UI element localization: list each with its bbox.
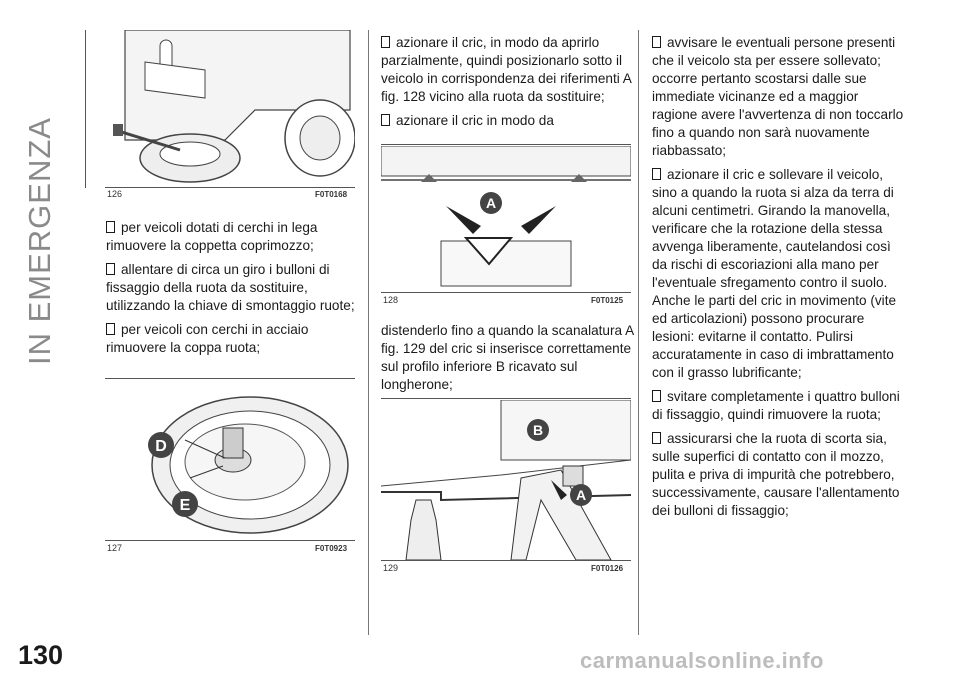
figure-128-label-a: A	[485, 195, 497, 211]
bullet-item: per veicoli dotati di cerchi in lega rimuovere la coppetta coprimozzo;	[106, 220, 318, 253]
figure-127-code: F0T0923	[315, 544, 348, 553]
page-number: 130	[18, 640, 64, 670]
bullet-item: azionare il cric in modo da	[381, 112, 636, 130]
checkbox-bullet-icon	[652, 168, 661, 180]
section-title-rule	[85, 30, 86, 188]
figure-127-rule	[105, 540, 355, 541]
figure-128-top-rule	[381, 144, 631, 145]
checkbox-bullet-icon	[381, 36, 390, 48]
figure-129-number: 129	[383, 563, 399, 573]
checkbox-bullet-icon	[381, 114, 390, 126]
figure-129-label-a: A	[575, 487, 587, 503]
bullet-item: azionare il cric e sollevare il veicolo, sino a quando la ruota si alza da terra di alcuni centimetri. Girando la manovella, verificare che la rotazione della stessa avvenga liberamente, cautelandosi così da rischi di escoriazioni alla mano per l'eventuale sfregamento contro il suolo. Anche le parti del cric in movimento (vite ed articolazioni) possono procurare lesioni: evitarne il contatto. Pulirsi accuratamente in caso di imbrattamento con il grasso lubrificante;	[652, 167, 897, 380]
column-divider-2	[638, 30, 639, 635]
figure-128-rule	[381, 292, 631, 293]
figure-127-top-rule	[105, 378, 355, 379]
bullet-item: assicurarsi che la ruota di scorta sia, sulle superfici di contatto con il mozzo, pulita e priva di impurità che potrebbero, successivamente, causare l'allentamento dei bulloni di fissaggio;	[652, 431, 900, 518]
column-2-text-top	[381, 34, 636, 136]
figure-129-illustration	[381, 400, 631, 560]
checkbox-bullet-icon	[106, 221, 115, 233]
figure-129-rule	[381, 560, 631, 561]
section-title-vertical	[22, 117, 62, 395]
checkbox-bullet-icon	[652, 36, 661, 48]
bullet-item: per veicoli con cerchi in acciaio rimuovere la coppa ruota;	[106, 322, 309, 355]
checkbox-bullet-icon	[652, 390, 661, 402]
figure-128-number: 128	[383, 295, 399, 305]
figure-126-illustration	[105, 30, 355, 185]
figure-129-code: F0T0126	[591, 564, 624, 573]
footer-watermark: carmanualsonline.info	[580, 648, 824, 673]
figure-127-number: 127	[107, 543, 123, 553]
figure-129-label-b: B	[532, 422, 544, 438]
column-3-text	[652, 34, 907, 526]
figure-126-code: F0T0168	[315, 190, 348, 199]
bullet-item: avvisare le eventuali persone presenti che il veicolo sta per essere sollevato; occorre pertanto scostarsi dalle sue immediate vicinanze ed a maggior ragione avere l'avvertenza di non toccarlo fino a quando non sarà nuovamente riabbassato;	[652, 35, 904, 158]
bullet-item: azionare il cric, in modo da aprirlo parzialmente, quindi posizionarlo sotto il veicolo in corrispondenza dei riferimenti A fig. 128 vicino alla ruota da sostituire;	[381, 35, 632, 104]
bullet-item: allentare di circa un giro i bulloni di fissaggio della ruota da sostituire, utilizzando la chiave di smontaggio ruote;	[106, 262, 355, 313]
figure-127-illustration	[105, 380, 355, 540]
column-2-text-middle	[381, 322, 636, 400]
figure-126-rule	[105, 187, 355, 188]
column-1-text	[106, 219, 361, 363]
figure-129-top-rule	[381, 398, 631, 399]
figure-126-number: 126	[107, 189, 123, 199]
section-title: IN EMERGENZA	[22, 117, 57, 365]
figure-127-label-e: E	[179, 497, 191, 514]
figure-128-illustration	[381, 146, 631, 288]
checkbox-bullet-icon	[652, 432, 661, 444]
bullet-item: svitare completamente i quattro bulloni di fissaggio, quindi rimuovere la ruota;	[652, 389, 900, 422]
checkbox-bullet-icon	[106, 263, 115, 275]
figure-127-label-d: D	[155, 438, 167, 455]
paragraph: distenderlo fino a quando la scanalatura A fig. 129 del cric si inserisce correttamente sul profilo inferiore B ricavato sul longherone;	[381, 323, 634, 392]
checkbox-bullet-icon	[106, 323, 115, 335]
column-divider-1	[368, 30, 369, 635]
figure-128-code: F0T0125	[591, 296, 624, 305]
